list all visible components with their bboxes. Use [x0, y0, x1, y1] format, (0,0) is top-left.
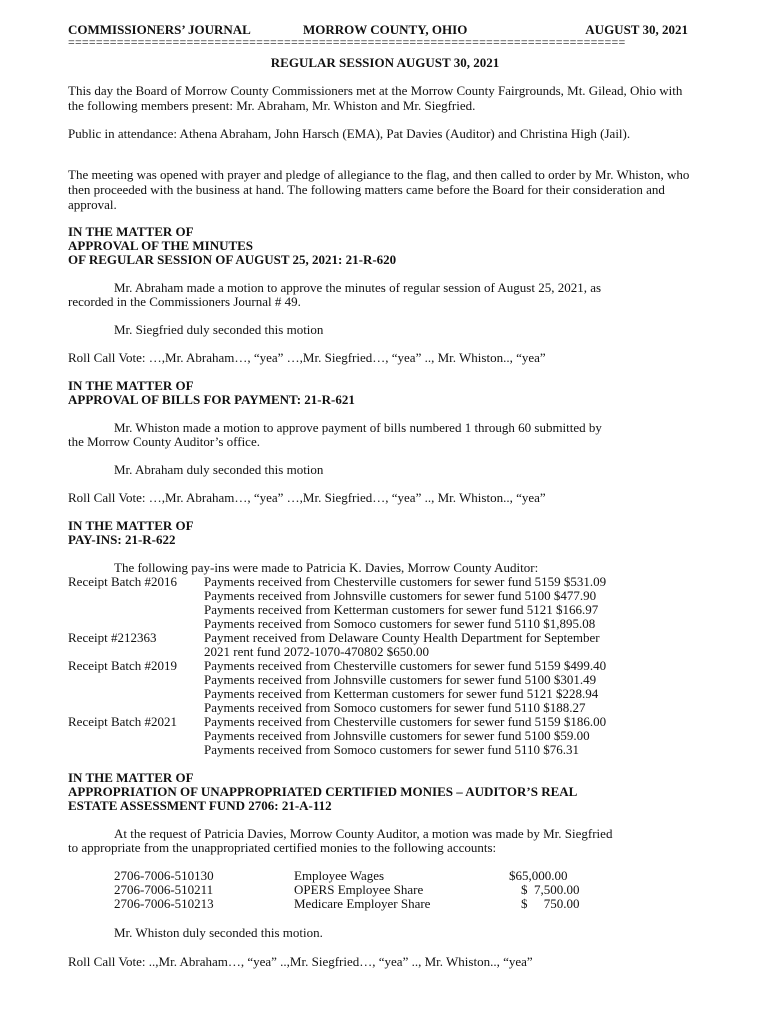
receipt-line: Payments received from Somoco customers for sewer fund 5110 $76.31 — [204, 742, 579, 757]
receipt-label: Receipt Batch #2019 — [68, 658, 178, 673]
matter2-heading-1: IN THE MATTER OF — [68, 378, 194, 393]
matter4-motion-line-2: to appropriate from the unappropriated certified monies to the following accounts: — [68, 840, 497, 855]
account-description: OPERS Employee Share — [294, 882, 424, 897]
header-rule: ================================================================================ — [68, 36, 626, 48]
matter4-second: Mr. Whiston duly seconded this motion. — [114, 925, 323, 940]
receipt-line: Payment received from Delaware County Health Department for September — [204, 630, 600, 645]
matter1-motion-line-2: recorded in the Commissioners Journal # 49. — [68, 294, 301, 309]
matter3-heading-1: IN THE MATTER OF — [68, 518, 194, 533]
receipt-line: Payments received from Ketterman customers for sewer fund 5121 $228.94 — [204, 686, 599, 701]
matter3-heading-2: PAY-INS: 21-R-622 — [68, 532, 176, 547]
receipt-label: Receipt Batch #2016 — [68, 574, 178, 589]
account-code: 2706-7006-510213 — [114, 896, 214, 911]
receipt-line: 2021 rent fund 2072-1070-470802 $650.00 — [204, 644, 429, 659]
intro-paragraph-members: This day the Board of Morrow County Commissioners met at the Morrow County Fairgrounds, Mt. Gilead, Ohio with the following members present: Mr. Abraham, Mr. Whiston and Mr. Siegfried. — [68, 83, 683, 113]
receipt-line: Payments received from Chesterville customers for sewer fund 5159 $531.09 — [204, 574, 607, 589]
receipt-line: Payments received from Somoco customers for sewer fund 5110 $1,895.08 — [204, 616, 596, 631]
matter2-roll-call: Roll Call Vote: …,Mr. Abraham…, “yea” …,Mr. Siegfried…, “yea” .., Mr. Whiston.., “yea” — [68, 490, 546, 505]
matter3-intro: The following pay-ins were made to Patricia K. Davies, Morrow County Auditor: — [114, 560, 539, 575]
receipt-line: Payments received from Chesterville customers for sewer fund 5159 $186.00 — [204, 714, 607, 729]
matter2-heading-2: APPROVAL OF BILLS FOR PAYMENT: 21-R-621 — [68, 392, 355, 407]
matter4-motion-line-1: At the request of Patricia Davies, Morrow County Auditor, a motion was made by Mr. Siegfried — [114, 826, 613, 841]
account-description: Employee Wages — [294, 868, 385, 883]
matter1-roll-call: Roll Call Vote: …,Mr. Abraham…, “yea” …,Mr. Siegfried…, “yea” .., Mr. Whiston.., “yea” — [68, 350, 546, 365]
intro-paragraph-opening: The meeting was opened with prayer and pledge of allegiance to the flag, and then called to order by Mr. Whiston, who then proceeded with the business at hand. The following matters came before the Board for their consideration and approval. — [68, 167, 690, 212]
receipt-line: Payments received from Ketterman customers for sewer fund 5121 $166.97 — [204, 602, 599, 617]
receipt-line: Payments received from Johnsville customers for sewer fund 5100 $59.00 — [204, 728, 590, 743]
matter2-motion-line-2: the Morrow County Auditor’s office. — [68, 434, 260, 449]
receipt-label: Receipt Batch #2021 — [68, 714, 178, 729]
matter1-heading-3: OF REGULAR SESSION OF AUGUST 25, 2021: 21-R-620 — [68, 252, 397, 267]
account-amount: $65,000.00 — [509, 868, 568, 883]
session-title: REGULAR SESSION AUGUST 30, 2021 — [270, 55, 500, 70]
matter1-heading-1: IN THE MATTER OF — [68, 224, 194, 239]
intro-paragraph-attendance: Public in attendance: Athena Abraham, John Harsch (EMA), Pat Davies (Auditor) and Christina High (Jail). — [68, 126, 631, 141]
account-description: Medicare Employer Share — [294, 896, 431, 911]
matter2-second: Mr. Abraham duly seconded this motion — [114, 462, 324, 477]
matter4-heading-3: ESTATE ASSESSMENT FUND 2706: 21-A-112 — [68, 798, 332, 813]
account-code: 2706-7006-510130 — [114, 868, 214, 883]
header-journal-name: COMMISSIONERS’ JOURNAL — [68, 22, 251, 37]
receipt-line: Payments received from Chesterville customers for sewer fund 5159 $499.40 — [204, 658, 607, 673]
account-amount: $ 750.00 — [521, 896, 580, 911]
matter4-heading-2: APPROPRIATION OF UNAPPROPRIATED CERTIFIED MONIES – AUDITOR’S REAL — [68, 784, 578, 799]
header-county: MORROW COUNTY, OHIO — [303, 22, 468, 37]
account-amount: $ 7,500.00 — [521, 882, 580, 897]
matter2-motion-line-1: Mr. Whiston made a motion to approve payment of bills numbered 1 through 60 submitted by — [114, 420, 602, 435]
receipt-line: Payments received from Johnsville customers for sewer fund 5100 $301.49 — [204, 672, 597, 687]
matter4-roll-call: Roll Call Vote: ..,Mr. Abraham…, “yea” ..,Mr. Siegfried…, “yea” .., Mr. Whiston.., “yea” — [68, 954, 533, 969]
receipt-line: Payments received from Johnsville customers for sewer fund 5100 $477.90 — [204, 588, 597, 603]
receipt-line: Payments received from Somoco customers for sewer fund 5110 $188.27 — [204, 700, 586, 715]
header-date: AUGUST 30, 2021 — [585, 22, 688, 37]
matter4-heading-1: IN THE MATTER OF — [68, 770, 194, 785]
matter1-motion-line-1: Mr. Abraham made a motion to approve the minutes of regular session of August 25, 2021, as — [114, 280, 602, 295]
account-code: 2706-7006-510211 — [114, 882, 214, 897]
matter1-heading-2: APPROVAL OF THE MINUTES — [68, 238, 254, 253]
receipt-label: Receipt #212363 — [68, 630, 157, 645]
matter1-second: Mr. Siegfried duly seconded this motion — [114, 322, 324, 337]
